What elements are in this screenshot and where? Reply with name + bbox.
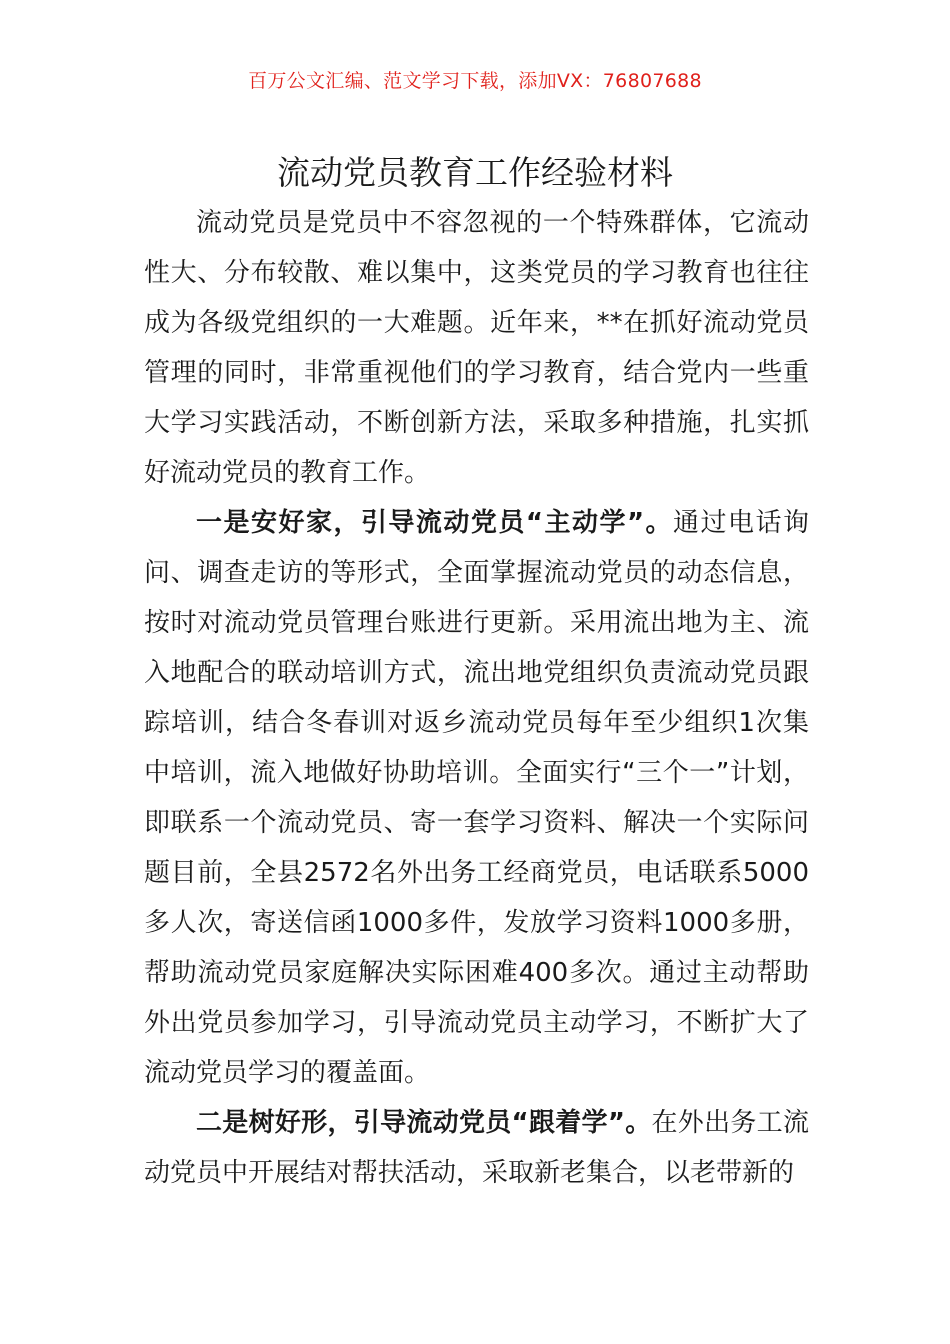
document-title: 流动党员教育工作经验材料 [277,153,673,193]
paragraph-text: 流动党员是党员中不容忽视的一个特殊群体，它流动性大、分布较散、难以集中，这类党员的学习教育也往往成为各级党组织的一大难题。近年来，**在抓好流动党员管理的同时，非常重视他们的学习教育，结合党内一些重大学习实践活动，不断创新方法，采取多种措施，扎实抓好流动党员的教育工作。 [144,208,809,488]
section-heading: 一是安好家，引导流动党员“主动学”。 [196,508,674,538]
document-body [144,198,809,1198]
paragraph-intro [144,198,809,498]
paragraph-section-2 [144,1098,809,1198]
paragraph-text: 在外出务工流动党员中开展结对帮扶活动，采取新老集合，以老带新的 [144,1108,809,1188]
paragraph-text: 通过电话询问、调查走访的等形式，全面掌握流动党员的动态信息，按时对流动党员管理台账进行更新。采用流出地为主、流入地配合的联动培训方式，流出地党组织负责流动党员跟踪培训，结合冬春训对返乡流动党员每年至少组织1次集中培训，流入地做好协助培训。全面实行“三个一”计划，即联系一个流动党员、寄一套学习资料、解决一个实际问题目前，全县2572名外出务工经商党员，电话联系5000多人次，寄送信函1000多件，发放学习资料1000多册，帮助流动党员家庭解决实际困难400多次。通过主动帮助外出党员参加学习，引导流动党员主动学习，不断扩大了流动党员学习的覆盖面。 [144,508,809,1088]
paragraph-section-1 [144,498,809,1098]
section-heading: 二是树好形，引导流动党员“跟着学”。 [196,1108,652,1138]
watermark-banner: 百万公文汇编、范文学习下载，添加VX：76807688 [248,70,702,92]
